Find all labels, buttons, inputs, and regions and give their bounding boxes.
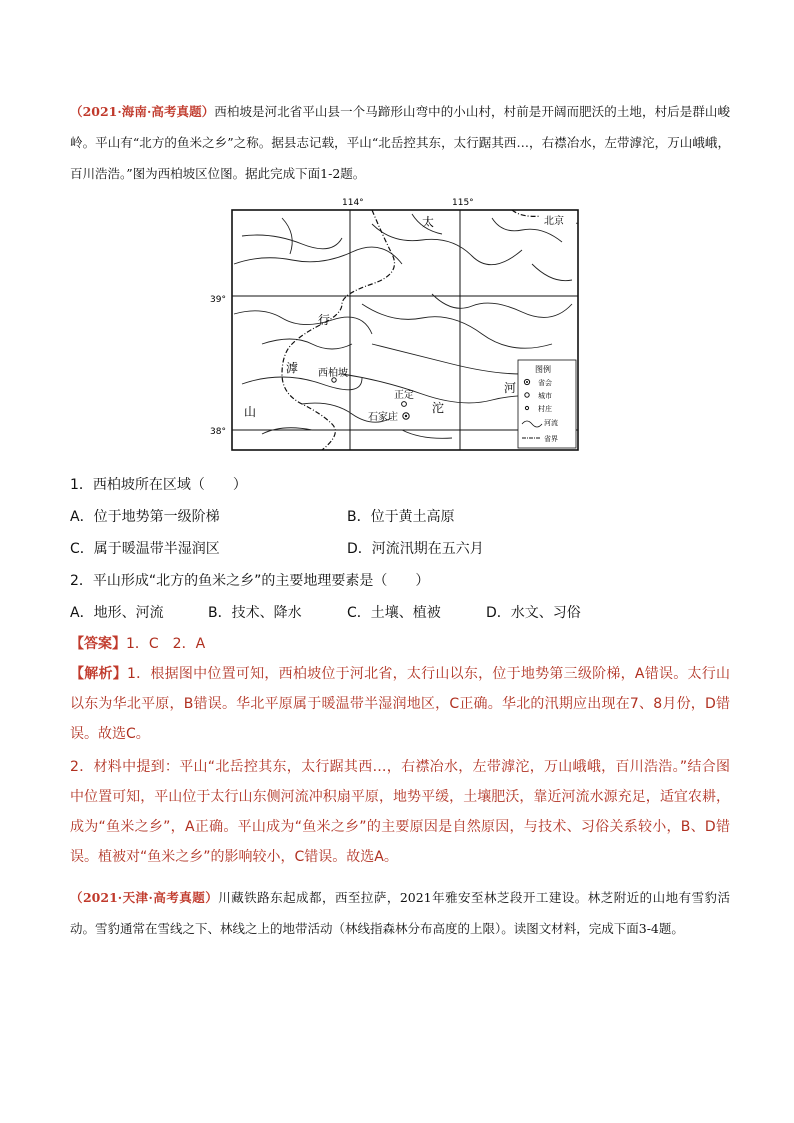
question-1-stem: 1．西柏坡所在区域（ ） [70,477,247,493]
map-char-tai: 太 [422,215,435,229]
legend-boundary: 省界 [544,435,558,443]
answer-line [70,633,205,653]
question-2-option-a[interactable]: A．地形、河流 [70,605,164,621]
lon-label-115: 115° [452,198,474,208]
passage-1-2 [70,96,730,189]
legend-capital: 省会 [538,379,552,387]
place-zhengding: 正定 [394,390,414,401]
map-char-shan: 山 [244,405,257,419]
xibaipo-location-map [210,194,582,456]
map-char-hang: 行 [318,313,331,327]
map-char-he: 河 [504,381,517,395]
place-shijiazhuang: 石家庄 [368,412,398,423]
map-char-tuo: 沱 [432,401,445,415]
answer-text: 1．C 2．A [126,636,206,652]
question-2-stem: 2．平山形成“北方的鱼米之乡”的主要地理要素是（ ） [70,573,430,589]
answer-label: 【答案】 [70,636,126,652]
passage-3-4-text: 川藏铁路东起成都，西至拉萨，2021年雅安至林芝段开工建设。林芝附近的山地有雪豹活动。雪豹通常在雪线之下、林线之上的地带活动（林线指森林分布高度的上限）。读图文材料，完成下面3-4题。 [70,890,730,936]
lat-label-39: 39° [210,295,226,305]
question-1-option-a[interactable]: A．位于地势第一级阶梯 [70,509,220,525]
analysis-paragraph-2: 2．材料中提到：平山“北岳控其东，太行踞其西…，右襟冶水，左带滹沱，万山峨峨，百川浩浩。”结合图中位置可知，平山位于太行山东侧河流冲积扇平原，地势平缓，土壤肥沃，靠近河流水源充足，适宜农耕，成为“鱼米之乡”，A正确。平山成为“鱼米之乡”的主要原因是自然原因，与技术、习俗关系较小，B、D错误。植被对“鱼米之乡”的影响较小，C错误。故选A。 [70,759,730,865]
place-xibaipo: 西柏坡 [318,368,348,379]
question-2-option-c[interactable]: C．土壤、植被 [347,605,441,621]
analysis-label: 【解析】 [70,666,128,682]
legend-city: 城市 [538,392,552,400]
source-label-hainan: （2021·海南·高考真题） [70,104,215,119]
analysis-text-1: 1．根据图中位置可知，西柏坡位于河北省，太行山以东，位于地势第三级阶梯，A错误。太行山以东为华北平原，B错误。华北平原属于暖温带半湿润地区，C正确。华北的汛期应出现在7、8月份，D错误。故选C。 [70,666,731,742]
question-1-option-b[interactable]: B．位于黄土高原 [347,509,455,525]
analysis-paragraph-1 [70,659,730,749]
legend-river: 河流 [544,419,558,427]
legend-title: 图例 [535,365,551,374]
place-beijing: 北京 [544,216,564,227]
question-2-option-d[interactable]: D．水文、习俗 [486,605,581,621]
passage-1-2-text: 西柏坡是河北省平山县一个马蹄形山弯中的小山村，村前是开阔而肥沃的土地，村后是群山峻岭。平山有“北方的鱼米之乡”之称。据县志记载，平山“北岳控其东，太行踞其西…，右襟冶水，左带滹沱，万山峨峨，百川浩浩。”图为西柏坡区位图。据此完成下面1-2题。 [70,104,730,181]
source-label-tianjin: （2021·天津·高考真题） [70,890,219,905]
map-char-hu: 滹 [286,361,299,375]
legend-village: 村庄 [538,405,552,413]
passage-3-4 [70,882,730,944]
lat-label-38: 38° [210,427,226,437]
question-1-option-d[interactable]: D．河流汛期在五六月 [347,541,484,557]
lon-label-114: 114° [342,198,364,208]
question-2-option-b[interactable]: B．技术、降水 [208,605,302,621]
question-1-option-c[interactable]: C．属于暖温带半湿润区 [70,541,220,557]
map-legend [518,360,576,448]
